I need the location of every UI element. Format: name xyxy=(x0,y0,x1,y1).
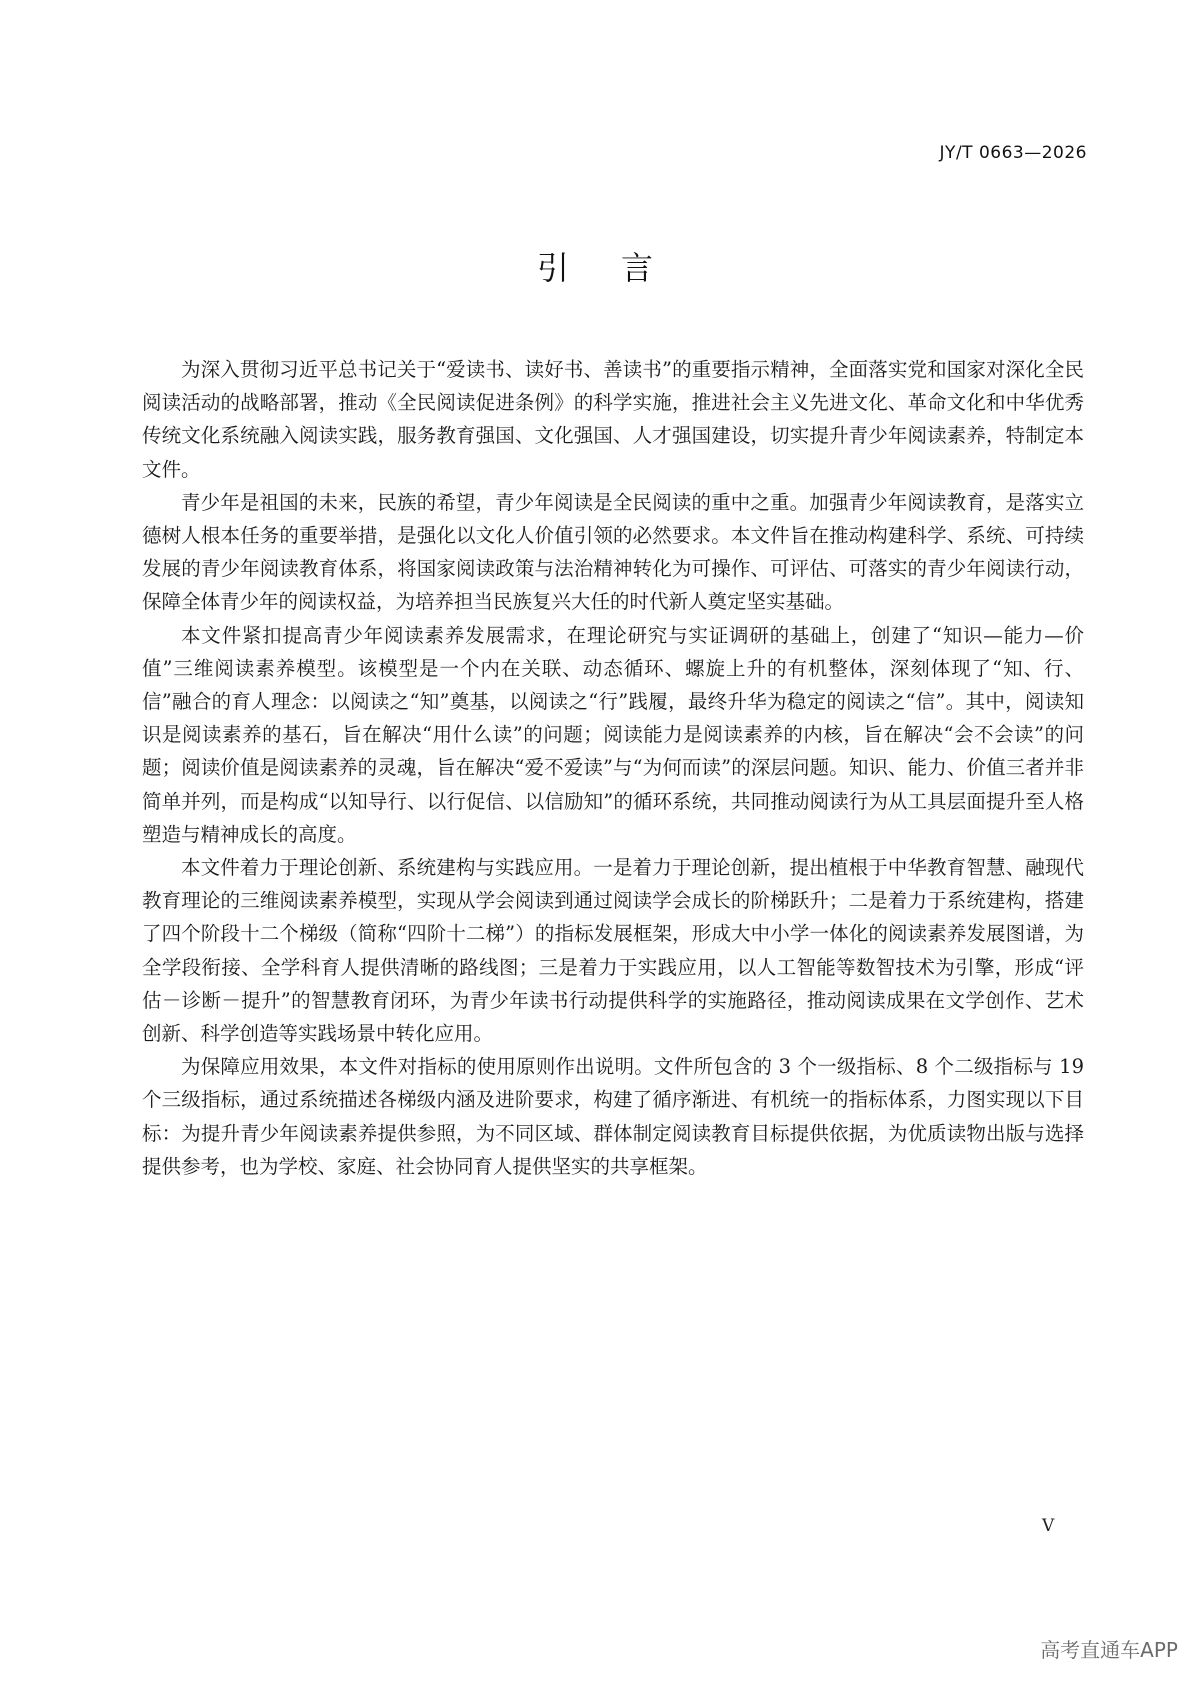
paragraph: 本文件紧扣提高青少年阅读素养发展需求，在理论研究与实证调研的基础上，创建了“知识—能力—价值”三维阅读素养模型。该模型是一个内在关联、动态循环、螺旋上升的有机整体，深刻体现了“知、行、信”融合的育人理念：以阅读之“知”奠基，以阅读之“行”践履，最终升华为稳定的阅读之“信”。其中，阅读知识是阅读素养的基石，旨在解决“用什么读”的问题；阅读能力是阅读素养的内核，旨在解决“会不会读”的问题；阅读价值是阅读素养的灵魂，旨在解决“爱不爱读”与“为何而读”的深层问题。知识、能力、价值三者并非简单并列，而是构成“以知导行、以行促信、以信励知”的循环系统，共同推动阅读行为从工具层面提升至人格塑造与精神成长的高度。 xyxy=(142,623,1084,846)
standard-code: JY/T 0663—2026 xyxy=(939,143,1087,163)
page-number: V xyxy=(1042,1516,1055,1536)
watermark: 高考直通车APP xyxy=(1040,1638,1178,1662)
paragraph: 为深入贯彻习近平总书记关于“爱读书、读好书、善读书”的重要指示精神，全面落实党和国家对深化全民阅读活动的战略部署，推动《全民阅读促进条例》的科学实施，推进社会主义先进文化、革命文化和中华优秀传统文化系统融入阅读实践，服务教育强国、文化强国、人才强国建设，切实提升青少年阅读素养，特制定本文件。 xyxy=(142,358,1084,481)
paragraph: 本文件着力于理论创新、系统建构与实践应用。一是着力于理论创新，提出植根于中华教育智慧、融现代教育理论的三维阅读素养模型，实现从学会阅读到通过阅读学会成长的阶梯跃升；二是着力于系统建构，搭建了四个阶段十二个梯级（简称“四阶十二梯”）的指标发展框架，形成大中小学一体化的阅读素养发展图谱，为全学段衔接、全学科育人提供清晰的路线图；三是着力于实践应用，以人工智能等数智技术为引擎，形成“评估－诊断－提升”的智慧教育闭环，为青少年读书行动提供科学的实施路径，推动阅读成果在文学创作、艺术创新、科学创造等实践场景中转化应用。 xyxy=(142,856,1084,1046)
paragraph: 青少年是祖国的未来，民族的希望，青少年阅读是全民阅读的重中之重。加强青少年阅读教育，是落实立德树人根本任务的重要举措，是强化以文化人价值引领的必然要求。本文件旨在推动构建科学、系统、可持续发展的青少年阅读教育体系，将国家阅读政策与法治精神转化为可操作、可评估、可落实的青少年阅读行动，保障全体青少年的阅读权益，为培养担当民族复兴大任的时代新人奠定坚实基础。 xyxy=(142,490,1084,614)
page-title: 引言 xyxy=(536,249,705,287)
body-text xyxy=(142,353,1084,1183)
paragraph: 为保障应用效果，本文件对指标的使用原则作出说明。文件所包含的 3 个一级指标、8 个二级指标与 19 个三级指标，通过系统描述各梯级内涵及进阶要求，构建了循序渐进、有机统一的指标体系，力图实现以下目标：为提升青少年阅读素养提供参照，为不同区域、群体制定阅读教育目标提供依据，为优质读物出版与选择提供参考，也为学校、家庭、社会协同育人提供坚实的共享框架。 xyxy=(142,1055,1084,1178)
